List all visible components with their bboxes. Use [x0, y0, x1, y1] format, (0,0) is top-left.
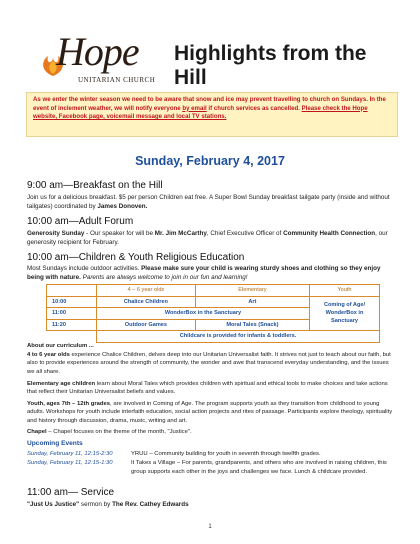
logo-word: Hope	[56, 29, 139, 74]
curriculum-p3-label: Youth	[27, 401, 44, 407]
curriculum-p1-label: 4 to 6 year olds	[27, 352, 70, 358]
schedule-header: Youth	[310, 285, 380, 297]
forum-label: Generosity Sunday	[27, 230, 85, 237]
schedule-cell: Art	[195, 296, 309, 308]
curriculum-p2	[27, 380, 397, 397]
curriculum-p2-label: Elementary age children	[27, 381, 96, 387]
hope-logo	[36, 28, 176, 90]
schedule-footer-row	[47, 331, 380, 343]
children-bold: Please make sure your child is wearing sturdy shoes and clothing so they enjoy being with nature.	[27, 265, 381, 281]
schedule-time: 11:00	[47, 308, 97, 320]
curriculum-p4	[27, 428, 397, 436]
schedule-time: 11:20	[47, 319, 97, 331]
forum-text-3: , our generosity recipient for February.	[27, 230, 388, 246]
children-text-1: Most Sundays include outdoor activities.	[27, 265, 142, 272]
children-text	[27, 264, 397, 282]
event-item	[27, 459, 403, 477]
event-desc: It Takes a Village – For parents, grandparents, and others who are involved in raising children, this group supports each other in the joys and challenges we face. Lunch & childcare provided.	[131, 460, 387, 475]
newsletter-title: Highlights from the Hill	[174, 42, 367, 89]
schedule-youth-cell: Coming of Age/ WonderBox in Sanctuary	[310, 296, 380, 331]
schedule-corner	[47, 285, 97, 297]
curriculum-p1-text: experience Chalice Children, delves deep into our Unitarian Universalist faith. It strives not just to teach about our faith, but also to provide experiences around the strength of community, the wonder and awe that transcend everyday understanding, and the issues we all share.	[27, 352, 391, 375]
event-date: Sunday, February 11, 12:15-2:30	[27, 451, 113, 457]
issue-date: Sunday, February 4, 2017	[135, 154, 285, 168]
breakfast-text	[27, 193, 397, 211]
page-number: 1	[208, 524, 212, 530]
schedule-cell: Chalice Children	[97, 296, 196, 308]
schedule-cell-merged: WonderBox in the Sanctuary	[97, 308, 310, 320]
alert-text-2: if church services as cancelled.	[206, 104, 302, 112]
curriculum-heading: About our curriculum ...	[27, 343, 94, 349]
curriculum-p2-text: learn about Moral Tales which provides children with spiritual and ethical tools to make choices and take actions that reflect their Unitarian Universalist beliefs and values.	[27, 381, 388, 396]
schedule-header: Elementary	[195, 285, 309, 297]
upcoming-heading: Upcoming Events	[27, 440, 83, 447]
event-desc: YRUU – Community building for youth in seventh through twelfth grades.	[131, 451, 321, 457]
forum-text-2: , Chief Executive Officer of	[206, 230, 284, 237]
curriculum-p1	[27, 351, 397, 376]
event-item	[27, 450, 403, 459]
breakfast-desc: Join us for a delicious breakfast. $5 per person Children eat free. A Super Bowl Sunday breakfast tailgate party (inside and without tailgates) coordinated by	[27, 194, 390, 210]
alert-text: As we enter the winter season we need to be aware that snow and ice may prevent travelling to church on Sundays. In the event of inclement weather, we will notify everyone	[33, 96, 386, 112]
forum-heading: 10:00 am—Adult Forum	[27, 216, 134, 227]
header	[22, 24, 402, 92]
schedule-table	[46, 284, 380, 343]
schedule-row	[47, 296, 380, 308]
children-italic: Parents are always welcome to join in our fun and learning!	[80, 274, 248, 281]
forum-speaker: Mr. Jim McCarthy	[154, 230, 207, 237]
schedule-header: 4 – 6 year olds	[97, 285, 196, 297]
curriculum-p4-text: – Chapel focuses on the theme of the month, "Justice".	[46, 429, 192, 435]
schedule-header-row	[47, 285, 380, 297]
schedule-cell: Moral Tales (Snack)	[195, 319, 309, 331]
alert-check-link[interactable]: Please check the Hope website, Facebook page, voicemail message and local TV stations.	[33, 104, 368, 121]
breakfast-heading: 9:00 am—Breakfast on the Hill	[27, 180, 163, 191]
alert-email-link[interactable]: by email	[182, 104, 207, 112]
service-text	[27, 500, 397, 509]
service-text-1: sermon by	[79, 501, 113, 508]
weather-alert	[26, 92, 398, 137]
sermon-title: "Just Us Justice"	[27, 501, 80, 508]
preacher-name: The Rev. Cathey Edwards	[112, 501, 189, 508]
schedule-time: 10:00	[47, 296, 97, 308]
curriculum-p3	[27, 400, 397, 425]
logo-subtitle: UNITARIAN CHURCH	[78, 76, 156, 84]
schedule-footer: Childcare is provided for infants & toddlers.	[97, 331, 380, 343]
children-heading: 10:00 am—Children & Youth Religious Education	[27, 252, 245, 263]
forum-text-1: - Our speaker for will be	[84, 230, 155, 237]
curriculum-p4-label: Chapel	[27, 429, 47, 435]
event-date: Sunday, February 11, 12:15-1:30	[27, 460, 113, 466]
breakfast-coordinator: James Donoven.	[97, 203, 148, 210]
curriculum-p3-text: , are involved in Coming of Age. The program supports youth as they transition from childhood to young adults. Workshops for youth include interfaith education, social action projects and rites of passage. Participants explore theology, spirituality and history through discussion, drama, music, writing and art.	[27, 401, 393, 424]
schedule-cell: Outdoor Games	[97, 319, 196, 331]
service-heading: 11:00 am— Service	[27, 487, 115, 498]
forum-text	[27, 229, 397, 247]
forum-org: Community Health Connection	[283, 230, 376, 237]
curriculum-p3-ages: , ages 7th – 12th grades	[43, 401, 111, 407]
